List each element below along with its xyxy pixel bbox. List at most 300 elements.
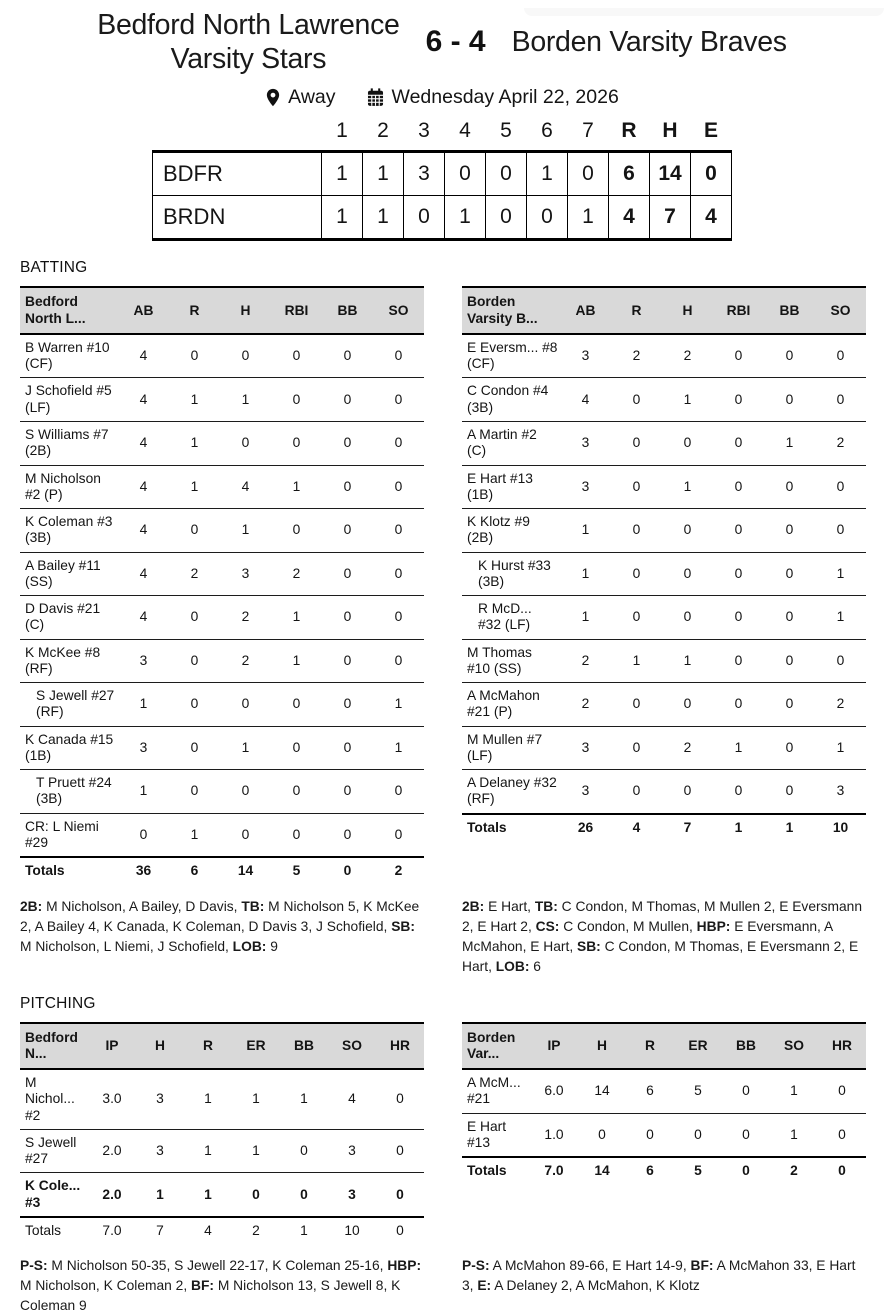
stat-cell: 0 <box>322 770 373 814</box>
table-row <box>20 509 424 553</box>
note-label: LOB: <box>495 958 530 974</box>
stat-cell: 1 <box>232 1069 280 1129</box>
totals-row <box>462 814 866 841</box>
stat-cell: 2 <box>271 552 322 596</box>
stat-cell: 0 <box>220 421 271 465</box>
stat-table-body <box>20 334 424 885</box>
column-header: H <box>578 1023 626 1070</box>
team-abbr-cell: BDFR <box>153 152 322 196</box>
inning-header: 4 <box>459 119 471 143</box>
stat-cell: 1 <box>169 421 220 465</box>
inning-header: 2 <box>377 119 389 143</box>
player-name-cell: A Delaney #32 (RF) <box>462 770 560 814</box>
stat-header-row <box>462 1023 866 1070</box>
away-batting-table <box>462 286 866 841</box>
stat-header-row <box>462 287 866 334</box>
stat-table-header <box>20 287 424 334</box>
stat-cell: 1 <box>764 421 815 465</box>
stat-cell: 2 <box>815 683 866 727</box>
table-row <box>462 683 866 727</box>
team-column-header: Borden Varsity B... <box>462 287 560 334</box>
home-team-name <box>97 8 399 76</box>
team-column-header: Bedford North L... <box>20 287 118 334</box>
table-row <box>20 334 424 378</box>
note-label: TB: <box>534 898 558 914</box>
inning-header: 3 <box>418 119 430 143</box>
line-score-body <box>153 152 732 240</box>
stat-cell: 0 <box>322 465 373 509</box>
stat-cell: 0 <box>373 465 424 509</box>
stat-cell: 3 <box>328 1129 376 1173</box>
team-column-header <box>153 119 322 152</box>
stat-cell: 0 <box>271 813 322 857</box>
table-row <box>20 1173 424 1217</box>
stat-cell: 1 <box>662 639 713 683</box>
stat-cell: 0 <box>764 509 815 553</box>
stat-cell: 1 <box>220 509 271 553</box>
stat-cell: 5 <box>674 1069 722 1113</box>
stat-cell: 0 <box>611 726 662 770</box>
stat-cell: 4 <box>118 421 169 465</box>
rhe-cell: 4 <box>609 196 650 240</box>
home-team-name-line2: Varsity Stars <box>170 43 327 76</box>
column-header: RBI <box>713 287 764 334</box>
stat-cell: 2 <box>373 857 424 884</box>
stat-cell: 1.0 <box>530 1113 578 1157</box>
stat-cell: 4 <box>220 465 271 509</box>
stat-cell: 0 <box>764 465 815 509</box>
column-header: SO <box>815 287 866 334</box>
team-abbr-cell: BRDN <box>153 196 322 240</box>
totals-label-cell: Totals <box>462 814 560 841</box>
stat-cell: 0 <box>713 770 764 814</box>
stat-cell: 0 <box>818 1157 866 1184</box>
stat-cell: 3 <box>220 552 271 596</box>
note-label: SB: <box>391 918 415 934</box>
rhe-cell: 14 <box>650 152 691 196</box>
column-header: AB <box>560 287 611 334</box>
stat-cell: 1 <box>136 1173 184 1217</box>
player-name-cell: E Hart #13 (1B) <box>462 465 560 509</box>
stat-cell: 0 <box>674 1113 722 1157</box>
game-date <box>366 86 619 109</box>
stat-cell: 1 <box>169 813 220 857</box>
player-name-cell: M Nicholson #2 (P) <box>20 465 118 509</box>
table-row <box>20 683 424 727</box>
stat-cell: 1 <box>560 596 611 640</box>
column-header: R <box>626 1023 674 1070</box>
totals-row <box>20 1217 424 1244</box>
rhe-cell: 0 <box>691 152 732 196</box>
stat-cell: 0 <box>322 378 373 422</box>
stat-cell: 0 <box>220 770 271 814</box>
stat-cell: 0 <box>373 596 424 640</box>
stat-cell: 2 <box>560 683 611 727</box>
stat-table-body <box>462 334 866 841</box>
stat-cell: 2 <box>611 334 662 378</box>
inning-cell: 1 <box>322 196 363 240</box>
note-label: HBP: <box>696 918 731 934</box>
column-header: R <box>169 287 220 334</box>
stat-cell: 4 <box>118 334 169 378</box>
stat-cell: 1 <box>764 814 815 841</box>
player-name-cell: S Jewell #27 (RF) <box>20 683 118 727</box>
stat-cell: 2.0 <box>88 1129 136 1173</box>
stat-cell: 0 <box>662 421 713 465</box>
stat-cell: 0 <box>662 509 713 553</box>
table-row <box>462 465 866 509</box>
scoreboard <box>0 8 884 76</box>
table-row <box>462 726 866 770</box>
stat-cell: 6 <box>169 857 220 884</box>
stat-table-header <box>20 1023 424 1070</box>
stat-cell: 3.0 <box>88 1069 136 1129</box>
stat-cell: 3 <box>560 334 611 378</box>
stat-cell: 0 <box>611 683 662 727</box>
stat-cell: 0 <box>722 1113 770 1157</box>
stat-cell: 0 <box>626 1113 674 1157</box>
stat-cell: 0 <box>713 552 764 596</box>
inning-header: 7 <box>582 119 594 143</box>
totals-label-cell: Totals <box>20 857 118 884</box>
stat-cell: 0 <box>322 726 373 770</box>
inning-cell: 0 <box>527 196 568 240</box>
stat-cell: 4 <box>118 465 169 509</box>
column-header: ER <box>232 1023 280 1070</box>
stat-cell: 1 <box>373 726 424 770</box>
stat-cell: 1 <box>770 1069 818 1113</box>
stat-cell: 0 <box>271 726 322 770</box>
stat-cell: 0 <box>373 770 424 814</box>
stat-cell: 3 <box>118 639 169 683</box>
stat-cell: 0 <box>376 1129 424 1173</box>
column-header: H <box>220 287 271 334</box>
stat-cell: 2 <box>169 552 220 596</box>
note-label: TB: <box>241 898 265 914</box>
box-score-page <box>0 8 884 1314</box>
note-label: HBP: <box>387 1258 422 1274</box>
date-label: Wednesday April 22, 2026 <box>391 86 619 109</box>
column-header: BB <box>322 287 373 334</box>
stat-cell: 1 <box>373 683 424 727</box>
line-score-header <box>153 119 732 152</box>
player-name-cell: E Eversm... #8 (CF) <box>462 334 560 378</box>
stat-cell: 1 <box>560 552 611 596</box>
stat-cell: 0 <box>271 421 322 465</box>
table-row <box>20 639 424 683</box>
content <box>0 259 884 1316</box>
calendar-icon <box>366 88 385 107</box>
team-column-header: Borden Var... <box>462 1023 530 1070</box>
player-name-cell: K Hurst #33 (3B) <box>462 552 560 596</box>
stat-cell: 0 <box>713 509 764 553</box>
player-name-cell: K Canada #15 (1B) <box>20 726 118 770</box>
top-edge-tint <box>524 8 884 16</box>
stat-cell: 0 <box>713 683 764 727</box>
stat-cell: 0 <box>322 639 373 683</box>
stat-cell: 1 <box>560 509 611 553</box>
stat-cell: 0 <box>376 1069 424 1129</box>
stat-cell: 5 <box>674 1157 722 1184</box>
stat-cell: 1 <box>118 770 169 814</box>
table-row <box>462 334 866 378</box>
player-name-cell: M Mullen #7 (LF) <box>462 726 560 770</box>
player-name-cell: S Jewell #27 <box>20 1129 88 1173</box>
stat-cell: 3 <box>560 421 611 465</box>
stat-cell: 0 <box>713 596 764 640</box>
stat-cell: 4 <box>328 1069 376 1129</box>
stat-cell: 0 <box>764 770 815 814</box>
inning-header: 5 <box>500 119 512 143</box>
stat-cell: 0 <box>611 378 662 422</box>
batting-columns <box>20 286 866 976</box>
away-batting-table-table <box>462 286 866 841</box>
stat-cell: 1 <box>169 378 220 422</box>
stat-cell: 0 <box>764 683 815 727</box>
stat-cell: 0 <box>662 596 713 640</box>
stat-cell: 10 <box>328 1217 376 1244</box>
stat-cell: 0 <box>764 639 815 683</box>
stat-table-body <box>20 1069 424 1244</box>
stat-cell: 0 <box>322 857 373 884</box>
game-location <box>265 86 335 109</box>
totals-row <box>462 1157 866 1184</box>
stat-cell: 14 <box>220 857 271 884</box>
stat-cell: 0 <box>815 334 866 378</box>
column-header: BB <box>764 287 815 334</box>
stat-cell: 0 <box>373 639 424 683</box>
stat-cell: 0 <box>373 509 424 553</box>
stat-cell: 0 <box>118 813 169 857</box>
stat-cell: 0 <box>611 465 662 509</box>
table-row <box>462 509 866 553</box>
home-batting-table <box>20 286 424 884</box>
stat-cell: 0 <box>818 1069 866 1113</box>
inning-cell: 0 <box>486 196 527 240</box>
stat-cell: 4 <box>118 509 169 553</box>
inning-cell: 0 <box>404 196 445 240</box>
stat-cell: 0 <box>764 596 815 640</box>
stat-cell: 7.0 <box>88 1217 136 1244</box>
stat-cell: 2 <box>220 639 271 683</box>
stat-cell: 0 <box>815 509 866 553</box>
stat-cell: 0 <box>322 596 373 640</box>
table-row <box>20 378 424 422</box>
stat-cell: 14 <box>578 1069 626 1113</box>
final-score: 6 - 4 <box>425 25 486 59</box>
line-score <box>0 119 884 241</box>
note-label: P-S: <box>20 1258 48 1274</box>
stat-cell: 4 <box>118 378 169 422</box>
stat-cell: 0 <box>373 421 424 465</box>
stat-cell: 0 <box>611 770 662 814</box>
stat-cell: 0 <box>662 552 713 596</box>
stat-cell: 0 <box>611 596 662 640</box>
home-batting-table-table <box>20 286 424 884</box>
stat-cell: 0 <box>322 813 373 857</box>
player-name-cell: E Hart #13 <box>462 1113 530 1157</box>
note-label: LOB: <box>232 938 267 954</box>
player-name-cell: A Bailey #11 (SS) <box>20 552 118 596</box>
stat-cell: 5 <box>271 857 322 884</box>
stat-cell: 0 <box>713 639 764 683</box>
column-header: R <box>184 1023 232 1070</box>
player-name-cell: R McD... #32 (LF) <box>462 596 560 640</box>
stat-cell: 0 <box>611 509 662 553</box>
table-row <box>462 421 866 465</box>
player-name-cell: J Schofield #5 (LF) <box>20 378 118 422</box>
stat-cell: 4 <box>611 814 662 841</box>
note-label: BF: <box>191 1278 214 1294</box>
stat-cell: 6 <box>626 1157 674 1184</box>
stat-cell: 0 <box>713 421 764 465</box>
note-label: CS: <box>535 918 560 934</box>
stat-cell: 0 <box>169 334 220 378</box>
column-header: BB <box>722 1023 770 1070</box>
stat-cell: 0 <box>764 552 815 596</box>
column-header: H <box>136 1023 184 1070</box>
stat-cell: 1 <box>184 1069 232 1129</box>
inning-cell: 1 <box>363 196 404 240</box>
note-label: E: <box>477 1278 492 1294</box>
stat-cell: 0 <box>169 683 220 727</box>
column-header: HR <box>376 1023 424 1070</box>
stat-cell: 3 <box>560 770 611 814</box>
location-label: Away <box>288 86 336 109</box>
stat-cell: 0 <box>713 334 764 378</box>
stat-table-body <box>462 1069 866 1184</box>
stat-cell: 1 <box>280 1217 328 1244</box>
note-label: 2B: <box>20 898 43 914</box>
stat-cell: 0 <box>764 378 815 422</box>
pitching-columns <box>20 1022 866 1316</box>
stat-cell: 0 <box>271 683 322 727</box>
column-header: ER <box>674 1023 722 1070</box>
stat-cell: 1 <box>815 552 866 596</box>
stat-cell: 4 <box>184 1217 232 1244</box>
stat-cell: 1 <box>232 1129 280 1173</box>
stat-cell: 2 <box>560 639 611 683</box>
column-header: SO <box>328 1023 376 1070</box>
stat-cell: 3 <box>560 726 611 770</box>
stat-cell: 0 <box>232 1173 280 1217</box>
stat-cell: 0 <box>722 1069 770 1113</box>
stat-cell: 1 <box>169 465 220 509</box>
stat-cell: 0 <box>322 334 373 378</box>
pitching-section <box>20 995 866 1316</box>
column-header: R <box>611 287 662 334</box>
stat-cell: 2.0 <box>88 1173 136 1217</box>
inning-cell: 0 <box>486 152 527 196</box>
stat-cell: 2 <box>662 726 713 770</box>
stat-cell: 3 <box>136 1129 184 1173</box>
player-name-cell: T Pruett #24 (3B) <box>20 770 118 814</box>
note-label: SB: <box>577 938 601 954</box>
stat-header-row <box>20 1023 424 1070</box>
column-header: H <box>662 287 713 334</box>
stat-table-header <box>462 1023 866 1070</box>
player-name-cell: CR: L Niemi #29 <box>20 813 118 857</box>
stat-cell: 7 <box>136 1217 184 1244</box>
stat-cell: 4 <box>560 378 611 422</box>
stat-cell: 36 <box>118 857 169 884</box>
stat-cell: 0 <box>169 770 220 814</box>
stat-cell: 3 <box>815 770 866 814</box>
table-row <box>20 552 424 596</box>
stat-cell: 0 <box>169 726 220 770</box>
stat-cell: 14 <box>578 1157 626 1184</box>
inning-cell: 1 <box>322 152 363 196</box>
stat-cell: 0 <box>280 1173 328 1217</box>
stat-cell: 3 <box>560 465 611 509</box>
totals-row <box>20 857 424 884</box>
stat-cell: 3 <box>118 726 169 770</box>
stat-cell: 1 <box>271 596 322 640</box>
stat-cell: 0 <box>271 378 322 422</box>
home-pitching-table-table <box>20 1022 424 1245</box>
stat-cell: 0 <box>815 639 866 683</box>
stat-cell: 0 <box>373 378 424 422</box>
stat-cell: 0 <box>271 770 322 814</box>
stat-cell: 1 <box>611 639 662 683</box>
game-meta <box>0 86 884 109</box>
away-pitching-table <box>462 1022 866 1185</box>
player-name-cell: S Williams #7 (2B) <box>20 421 118 465</box>
stat-cell: 0 <box>713 378 764 422</box>
stat-cell: 1 <box>271 465 322 509</box>
stat-cell: 0 <box>373 334 424 378</box>
stat-cell: 0 <box>220 683 271 727</box>
rhe-header: R <box>621 119 637 143</box>
stat-cell: 0 <box>169 639 220 683</box>
inning-header: 1 <box>336 119 348 143</box>
note-label: BF: <box>690 1258 714 1274</box>
table-row <box>462 596 866 640</box>
stat-cell: 1 <box>662 465 713 509</box>
map-pin-icon <box>265 88 281 107</box>
rhe-cell: 4 <box>691 196 732 240</box>
stat-cell: 0 <box>818 1113 866 1157</box>
stat-cell: 0 <box>611 421 662 465</box>
line-score-row <box>153 196 732 240</box>
stat-cell: 1 <box>271 639 322 683</box>
stat-cell: 1 <box>662 378 713 422</box>
column-header: AB <box>118 287 169 334</box>
stat-cell: 0 <box>220 334 271 378</box>
player-name-cell: M Thomas #10 (SS) <box>462 639 560 683</box>
stat-cell: 0 <box>220 813 271 857</box>
stat-cell: 0 <box>373 552 424 596</box>
inning-cell: 3 <box>404 152 445 196</box>
stat-cell: 0 <box>169 509 220 553</box>
column-header: SO <box>373 287 424 334</box>
away-team-name: Borden Varsity Braves <box>511 26 787 59</box>
column-header: IP <box>88 1023 136 1070</box>
inning-cell: 1 <box>445 196 486 240</box>
stat-cell: 2 <box>232 1217 280 1244</box>
stat-cell: 10 <box>815 814 866 841</box>
stat-cell: 0 <box>280 1129 328 1173</box>
rhe-header: H <box>662 119 678 143</box>
stat-cell: 3 <box>328 1173 376 1217</box>
table-row <box>20 726 424 770</box>
stat-cell: 0 <box>376 1173 424 1217</box>
inning-header: 6 <box>541 119 553 143</box>
rhe-cell: 7 <box>650 196 691 240</box>
stat-cell: 1 <box>713 814 764 841</box>
stat-header-row <box>20 287 424 334</box>
table-row <box>462 552 866 596</box>
